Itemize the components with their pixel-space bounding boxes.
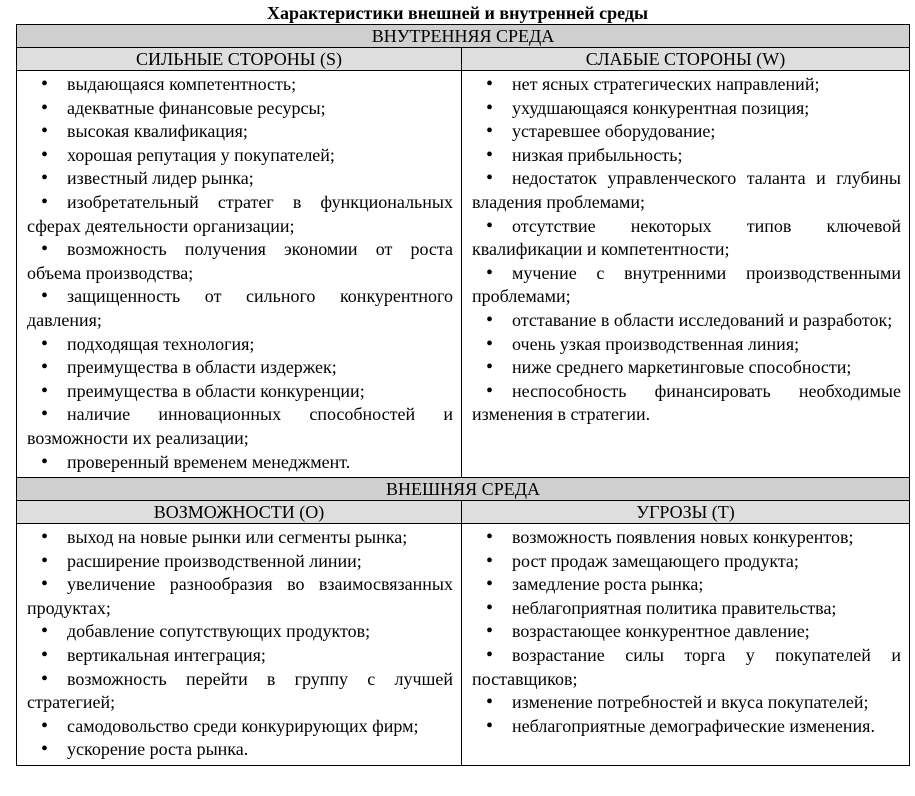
bullet-icon xyxy=(41,573,67,597)
list-item xyxy=(27,73,453,97)
bullet-icon xyxy=(41,550,67,574)
bullet-icon xyxy=(41,191,67,215)
list-item xyxy=(27,356,453,380)
document-title: Характеристики внешней и внутренней среды xyxy=(266,3,649,23)
list-item xyxy=(472,120,901,144)
list-item xyxy=(472,356,901,380)
list-item xyxy=(472,167,901,214)
list-item xyxy=(27,573,453,620)
list-item-text: нет ясных стратегических направлений; xyxy=(512,74,820,94)
list-item xyxy=(472,309,901,333)
weaknesses-cell xyxy=(462,71,910,478)
bullet-icon xyxy=(486,333,512,357)
list-item-text: преимущества в области издержек; xyxy=(67,357,337,378)
list-item xyxy=(27,526,453,550)
list-item xyxy=(27,451,453,475)
list-item-text: расширение производственной линии; xyxy=(67,550,362,571)
list-item-text: возможность получения экономии от роста объема производства; xyxy=(27,239,453,283)
list-item xyxy=(472,620,901,644)
swot-table xyxy=(16,24,910,766)
list-item-text: ниже среднего маркетинговые способности; xyxy=(512,357,852,378)
bullet-icon xyxy=(486,597,512,621)
opportunities-header: ВОЗМОЖНОСТИ (O) xyxy=(17,501,462,524)
list-item-text: мучение с внутренними производственными проблемами; xyxy=(472,262,901,307)
list-item xyxy=(472,597,901,621)
weaknesses-list xyxy=(472,73,901,427)
bullet-icon xyxy=(486,715,512,739)
bullet-icon xyxy=(41,526,67,550)
list-item-text: замедление роста рынка; xyxy=(512,574,704,595)
bullet-icon xyxy=(41,620,67,644)
list-item-text: хорошая репутация у покупателей; xyxy=(67,144,335,165)
list-item-text: возрастание силы торга у покупателей и поставщиков; xyxy=(472,645,901,689)
list-item-text: неблагоприятная политика правительства; xyxy=(512,597,837,618)
list-item-text: изменение потребностей и вкуса покупателей; xyxy=(512,692,869,713)
threats-list xyxy=(472,526,901,738)
list-item-text: самодовольство среди конкурирующих фирм; xyxy=(67,715,419,736)
list-item-text: известный лидер рынка; xyxy=(67,168,254,189)
list-item xyxy=(27,120,453,144)
bullet-icon xyxy=(486,262,512,286)
threats-header: УГРОЗЫ (T) xyxy=(462,501,910,524)
bullet-icon xyxy=(41,333,67,357)
bullet-icon xyxy=(41,144,67,168)
list-item xyxy=(472,333,901,357)
list-item xyxy=(472,215,901,262)
external-environment-header: ВНЕШНЯЯ СРЕДА xyxy=(17,478,910,501)
bullet-icon xyxy=(41,285,67,309)
list-item xyxy=(27,644,453,668)
bullet-icon xyxy=(486,97,512,121)
list-item xyxy=(27,380,453,404)
strengths-list xyxy=(27,73,453,474)
list-item-text: ускорение роста рынка. xyxy=(67,739,249,760)
strengths-header: СИЛЬНЫЕ СТОРОНЫ (S) xyxy=(17,48,462,71)
bullet-icon xyxy=(486,644,512,668)
list-item-text: выдающаяся компетентность; xyxy=(67,74,297,94)
list-item xyxy=(472,644,901,691)
list-item xyxy=(27,668,453,715)
list-item-text: адекватные финансовые ресурсы; xyxy=(67,97,326,118)
bullet-icon xyxy=(486,309,512,333)
bullet-icon xyxy=(486,356,512,380)
bullet-icon xyxy=(486,120,512,144)
list-item-text: отсутствие некоторых типов ключевой квалификации и компетентности; xyxy=(472,215,901,260)
list-item-text: устаревшее оборудование; xyxy=(512,121,716,142)
list-item-text: подходящая технология; xyxy=(67,333,255,354)
bullet-icon xyxy=(486,215,512,239)
list-item-text: высокая квалификация; xyxy=(67,121,248,142)
list-item-text: увеличение разнообразия во взаимосвязанных продуктах; xyxy=(27,574,453,618)
list-item xyxy=(27,738,453,762)
list-item xyxy=(472,715,901,739)
bullet-icon xyxy=(41,380,67,404)
list-item xyxy=(472,573,901,597)
list-item xyxy=(472,691,901,715)
bullet-icon xyxy=(41,403,67,427)
list-item xyxy=(472,144,901,168)
list-item xyxy=(472,380,901,427)
list-item-text: неблагоприятные демографические изменения. xyxy=(512,715,875,736)
list-item-text: добавление сопутствующих продуктов; xyxy=(67,621,371,642)
list-item xyxy=(27,97,453,121)
list-item xyxy=(27,550,453,574)
bullet-icon xyxy=(486,691,512,715)
list-item-text: очень узкая производственная линия; xyxy=(512,333,800,354)
bullet-icon xyxy=(41,644,67,668)
bullet-icon xyxy=(41,97,67,121)
list-item xyxy=(472,550,901,574)
list-item-text: низкая прибыльность; xyxy=(512,144,683,165)
list-item-text: вертикальная интеграция; xyxy=(67,645,266,666)
list-item xyxy=(27,403,453,450)
list-item xyxy=(27,191,453,238)
bullet-icon xyxy=(486,167,512,191)
bullet-icon xyxy=(41,668,67,692)
list-item-text: наличие инновационных способностей и возможности их реализации; xyxy=(27,404,453,448)
list-item-text: рост продаж замещающего продукта; xyxy=(512,550,799,571)
list-item xyxy=(27,715,453,739)
list-item-text: отставание в области исследований и разработок; xyxy=(512,309,893,330)
internal-environment-header: ВНУТРЕННЯЯ СРЕДА xyxy=(17,25,910,48)
bullet-icon xyxy=(486,526,512,550)
list-item-text: защищенность от сильного конкурентного давления; xyxy=(27,286,453,330)
bullet-icon xyxy=(486,620,512,644)
bullet-icon xyxy=(486,73,512,97)
bullet-icon xyxy=(486,144,512,168)
bullet-icon xyxy=(41,120,67,144)
bullet-icon xyxy=(486,380,512,404)
list-item-text: возможность появления новых конкурентов; xyxy=(512,527,854,548)
list-item xyxy=(27,144,453,168)
strengths-cell xyxy=(17,71,462,478)
bullet-icon xyxy=(41,73,67,97)
bullet-icon xyxy=(486,573,512,597)
bullet-icon xyxy=(486,550,512,574)
list-item-text: преимущества в области конкуренции; xyxy=(67,380,365,401)
list-item xyxy=(472,262,901,309)
list-item xyxy=(27,238,453,285)
bullet-icon xyxy=(41,715,67,739)
bullet-icon xyxy=(41,238,67,262)
list-item xyxy=(27,167,453,191)
list-item xyxy=(27,620,453,644)
list-item-text: проверенный временем менеджмент. xyxy=(67,451,351,472)
list-item-text: недостаток управленческого таланта и глубины владения проблемами; xyxy=(472,168,901,212)
list-item xyxy=(472,526,901,550)
opportunities-cell xyxy=(17,524,462,766)
list-item-text: возрастающее конкурентное давление; xyxy=(512,621,810,642)
bullet-icon xyxy=(41,451,67,475)
list-item xyxy=(27,285,453,332)
list-item-text: возможность перейти в группу с лучшей стратегией; xyxy=(27,668,453,713)
list-item xyxy=(472,97,901,121)
opportunities-list xyxy=(27,526,453,762)
bullet-icon xyxy=(41,167,67,191)
bullet-icon xyxy=(41,738,67,762)
list-item xyxy=(472,73,901,97)
threats-cell xyxy=(462,524,910,766)
bullet-icon xyxy=(41,356,67,380)
list-item-text: ухудшающаяся конкурентная позиция; xyxy=(512,97,810,118)
list-item xyxy=(27,333,453,357)
weaknesses-header: СЛАБЫЕ СТОРОНЫ (W) xyxy=(462,48,910,71)
list-item-text: изобретательный стратег в функциональных сферах деятельности организации; xyxy=(27,191,453,236)
list-item-text: выход на новые рынки или сегменты рынка; xyxy=(67,527,408,548)
list-item-text: неспособность финансировать необходимые изменения в стратегии. xyxy=(472,380,901,425)
